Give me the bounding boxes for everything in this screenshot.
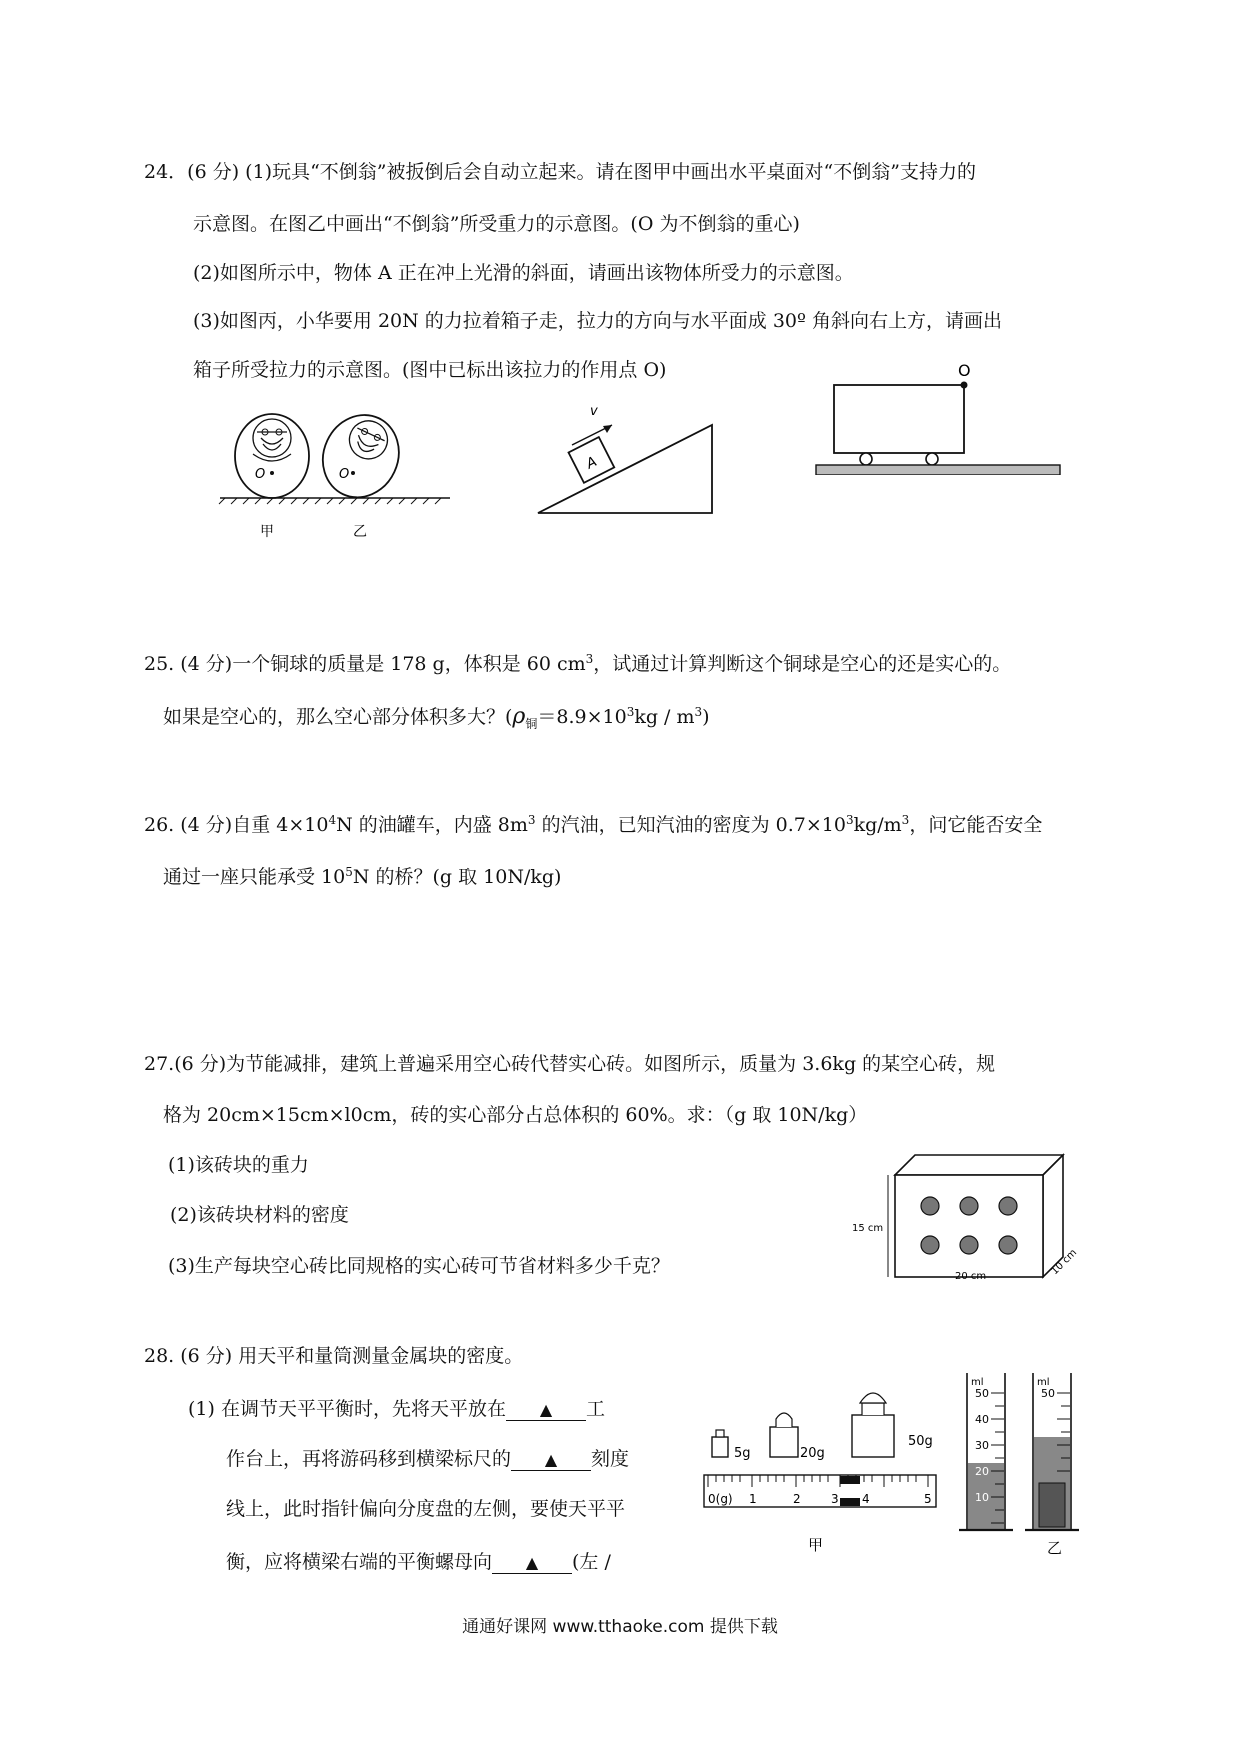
point-o-label: O bbox=[958, 361, 971, 380]
metal-block bbox=[1039, 1483, 1065, 1527]
scale-label-3: 3 bbox=[831, 1492, 839, 1506]
box-cart-figure bbox=[808, 360, 1078, 475]
scale-label-5: 5 bbox=[924, 1492, 932, 1506]
q27-line-1: 27.(6 分)为节能减排，建筑上普遍采用空心砖代替实心砖。如图所示，质量为 3.6kg 的某空心砖，规 bbox=[144, 1053, 996, 1075]
width-label: 20 cm bbox=[955, 1271, 987, 1280]
table-hatching bbox=[219, 498, 441, 504]
cylinder-1-tick-10: 10 bbox=[975, 1491, 989, 1504]
point-o bbox=[961, 382, 968, 389]
scale-label-1: 1 bbox=[749, 1492, 757, 1506]
figure-jia-label: 甲 bbox=[808, 1536, 824, 1554]
tumbler-yi bbox=[310, 402, 413, 509]
weight-50g bbox=[852, 1415, 894, 1457]
q26-line-2: 通过一座只能承受 $10^5N$ 的桥？(g 取 10N/kg) bbox=[163, 865, 562, 888]
cylinder-1-tick-20: 20 bbox=[975, 1465, 989, 1478]
q28-para-2: 作台上，再将游码移到横梁标尺的 ▲ 刻度 bbox=[226, 1448, 630, 1470]
weight-20g-label: 20g bbox=[800, 1446, 825, 1461]
brick-front-face bbox=[895, 1175, 1043, 1277]
q27-line-2: 格为 20cm×15cm×l0cm，砖的实心部分占总体积的 60%。求：（g 取 10N/kg） bbox=[163, 1104, 868, 1126]
cylinders-figure bbox=[955, 1365, 1105, 1560]
hollow-brick-figure bbox=[850, 1140, 1090, 1280]
weight-5g bbox=[712, 1437, 728, 1457]
cylinder-1-ml: ml bbox=[971, 1377, 984, 1388]
q24-line-5: 箱子所受拉力的示意图。(图中已标出该拉力的作用点 O) bbox=[193, 359, 667, 381]
cylinder-2-tick-50: 50 bbox=[1041, 1387, 1055, 1400]
cylinder-2-ml: ml bbox=[1037, 1377, 1050, 1388]
height-label: 15 cm bbox=[852, 1223, 884, 1234]
answer-blank-3[interactable]: ▲ bbox=[492, 1553, 572, 1574]
q28-line-1: 28. (6 分) 用天平和量筒测量金属块的密度。 bbox=[144, 1345, 524, 1367]
scale-label-0: 0(g) bbox=[708, 1492, 733, 1506]
q24-line-4: (3)如图丙，小华要用 20N 的力拉着箱子走，拉力的方向与水平面成 30º 角斜向右上方，请画出 bbox=[193, 310, 1002, 332]
block-a-label: A bbox=[583, 453, 600, 473]
q28-para-1: (1) 在调节天平平衡时，先将天平放在 ▲ 工 bbox=[188, 1398, 605, 1420]
q24-line-2: 示意图。在图乙中画出“不倒翁”所受重力的示意图。(O 为不倒翁的重心) bbox=[193, 213, 800, 235]
q27-item-2: (2)该砖块材料的密度 bbox=[170, 1204, 349, 1226]
scale-label-4: 4 bbox=[862, 1492, 870, 1506]
wheel-left bbox=[860, 453, 872, 465]
q24-line-1: 24．(6 分) (1)玩具“不倒翁”被扳倒后会自动立起来。请在图甲中画出水平桌面对“不倒翁”支持力的 bbox=[144, 161, 976, 183]
rider-top bbox=[840, 1476, 860, 1484]
box bbox=[834, 385, 964, 453]
q28-para-4: 衡，应将横梁右端的平衡螺母向 ▲ (左 / bbox=[226, 1551, 611, 1573]
cylinder-1 bbox=[959, 1373, 1013, 1530]
velocity-label: v bbox=[590, 405, 598, 419]
answer-blank-2[interactable]: ▲ bbox=[511, 1450, 591, 1471]
balance-weights-figure bbox=[700, 1385, 945, 1560]
q27-item-3: (3)生产每块空心砖比同规格的实心砖可节省材料多少千克？ bbox=[168, 1255, 670, 1277]
wheel-right bbox=[926, 453, 938, 465]
cylinder-2 bbox=[1025, 1373, 1079, 1530]
answer-blank-1[interactable]: ▲ bbox=[506, 1400, 586, 1421]
q26-line-1: 26. (4 分)自重 $4\times 10^4N$ 的油罐车，内盛 $8m^3$ 的汽油，已知汽油的密度为 $0.7\times 10^3kg/m^3$，问它能否安全 bbox=[144, 813, 1043, 836]
cylinder-1-tick-50: 50 bbox=[975, 1387, 989, 1400]
brick-top-face bbox=[895, 1155, 1063, 1175]
incline-figure bbox=[530, 405, 720, 520]
weight-50g-label: 50g bbox=[908, 1434, 933, 1449]
ground-slab bbox=[816, 465, 1060, 475]
cylinder-1-tick-30: 30 bbox=[975, 1439, 989, 1452]
q24-line-3: (2)如图所示中，物体 A 正在冲上光滑的斜面，请画出该物体所受力的示意图。 bbox=[193, 262, 854, 284]
label-yi: 乙 bbox=[353, 524, 367, 540]
page-footer: 通通好课网 www.tthaoke.com 提供下载 bbox=[462, 1617, 778, 1637]
scale-label-2: 2 bbox=[793, 1492, 801, 1506]
weight-5g-label: 5g bbox=[734, 1446, 751, 1461]
q25-line-2: 如果是空心的，那么空心部分体积多大？$(\rho_铜=8.9\times 10^3kg / m^3)$ bbox=[163, 704, 710, 731]
q28-para-3: 线上，此时指针偏向分度盘的左侧，要使天平平 bbox=[226, 1498, 626, 1520]
rider-bottom bbox=[840, 1498, 860, 1506]
figure-yi-label: 乙 bbox=[1047, 1539, 1063, 1557]
label-jia: 甲 bbox=[260, 524, 274, 540]
cylinder-1-tick-40: 40 bbox=[975, 1413, 989, 1426]
tumbler-yi-o-label: O bbox=[339, 467, 350, 482]
tumbler-jia bbox=[235, 414, 309, 498]
incline-slope bbox=[538, 425, 712, 513]
q27-item-1: (1)该砖块的重力 bbox=[168, 1154, 309, 1176]
tumbler-jia-o-label: O bbox=[255, 467, 266, 482]
q25-line-1: 25. (4 分)一个铜球的质量是 178 g，体积是 60 $cm^3$，试通过计算判断这个铜球是空心的还是实心的。 bbox=[144, 652, 1012, 675]
depth-label: 10 cm bbox=[1049, 1247, 1080, 1278]
tumbler-figure bbox=[215, 398, 455, 553]
weight-20g bbox=[770, 1427, 798, 1457]
